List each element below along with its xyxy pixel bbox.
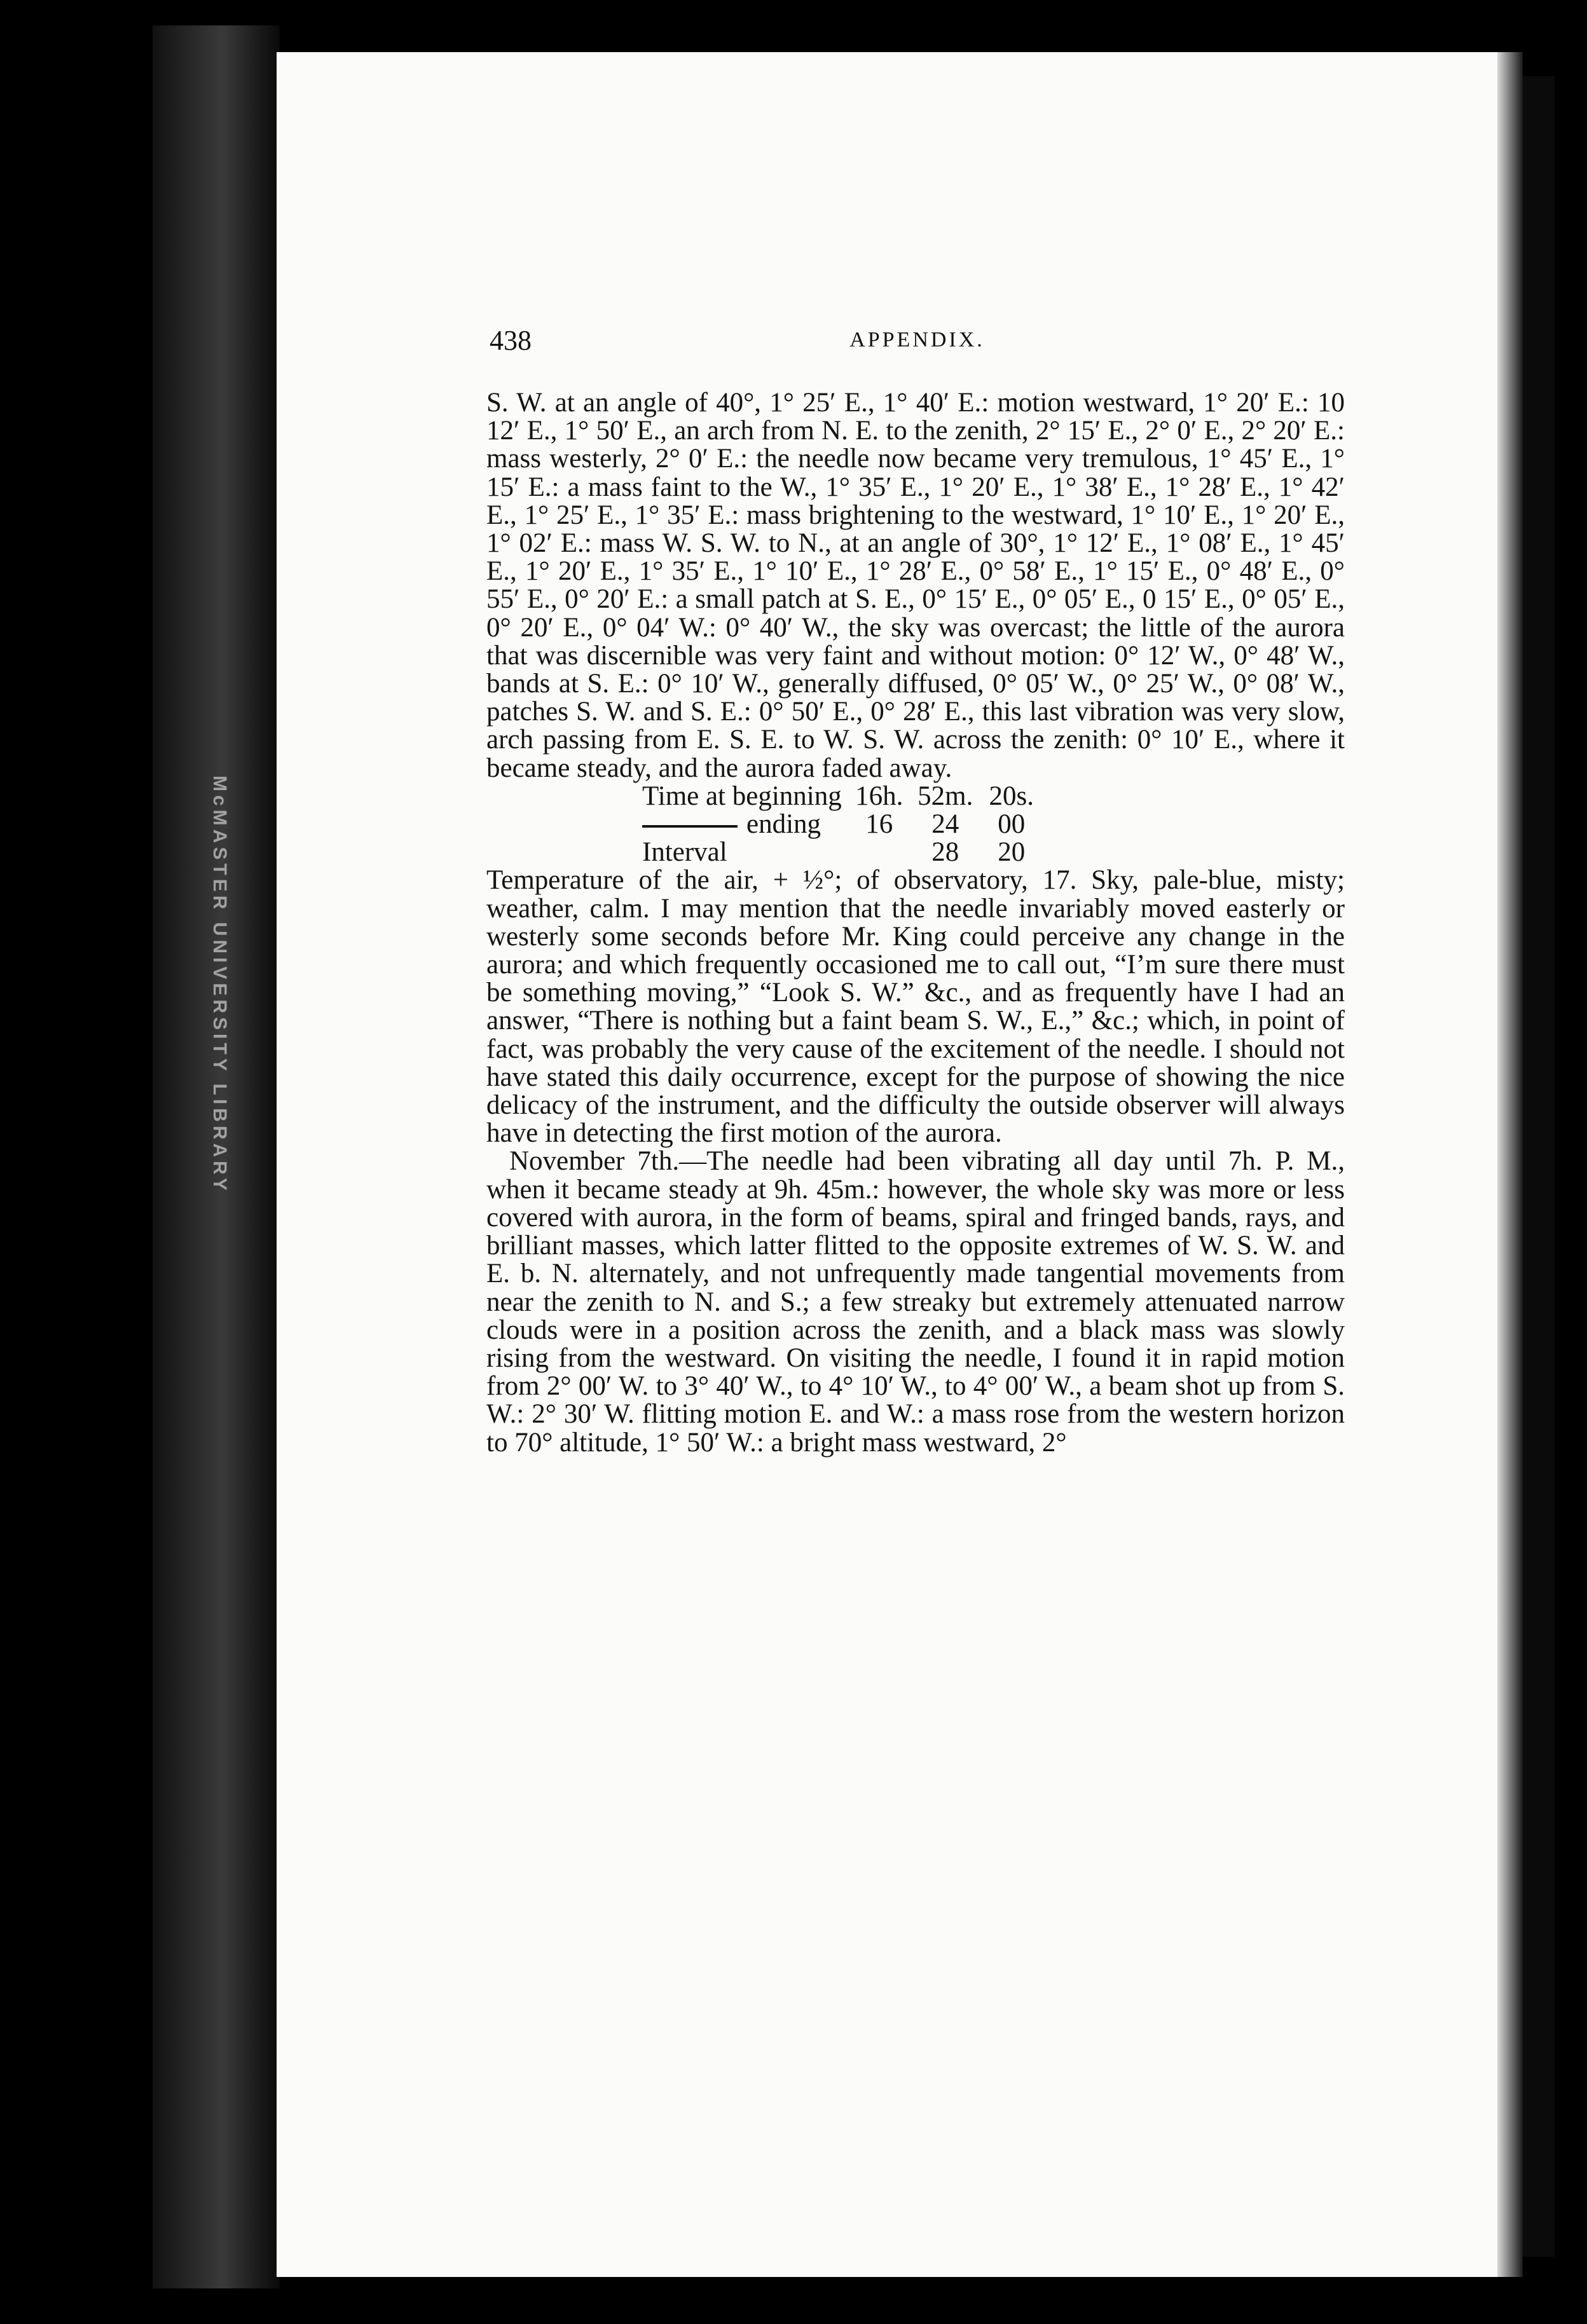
time-interval-table — [642, 783, 1049, 867]
body-text — [486, 389, 1345, 1457]
time-minutes: 28 — [931, 837, 959, 868]
time-label — [642, 810, 851, 838]
time-hours — [851, 838, 917, 866]
time-label: Time at beginning — [642, 781, 842, 811]
table-row — [642, 783, 1049, 810]
paragraph-observations: S. W. at an angle of 40°, 1° 25′ E., 1° 40′ E.: motion westward, 1° 20′ E.: 10 12′ E., 1° 50′ E., an arch from N. E. to the zenith, 2° 15′ E., 2° 0′ E., 2° 20′ E.: mass westerly, 2° 0′ E.: the needle now became very tremulous, 1° 45′ E., 1° 15′ E.: a mass faint to the W., 1° 35′ E., 1° 20′ E., 1° 38′ E., 1° 28′ E., 1° 42′ E., 1° 25′ E., 1° 35′ E.: mass brightening to the westward, 1° 10′ E., 1° 20′ E., 1° 02′ E.: mass W. S. W. to N., at an angle of 30°, 1° 12′ E., 1° 08′ E., 1° 45′ E., 1° 20′ E., 1° 35′ E., 1° 10′ E., 1° 28′ E., 0° 58′ E., 1° 15′ E., 0° 48′ E., 0° 55′ E., 0° 20′ E.: a small patch at S. E., 0° 15′ E., 0° 05′ E., 0 15′ E., 0° 05′ E., 0° 20′ E., 0° 04′ W.: 0° 40′ W., the sky was overcast; the little of the aurora that was discernible was very faint and without motion: 0° 12′ W., 0° 48′ W., bands at S. E.: 0° 10′ W., generally diffused, 0° 05′ W., 0° 25′ W., 0° 08′ W., patches S. W. and S. E.: 0° 50′ E., 0° 28′ E., this last vibration was very slow, arch passing from E. S. E. to W. S. W. across the zenith: 0° 10′ E., where it became steady, and the aurora faded away. — [486, 388, 1345, 783]
facing-page-edge — [1523, 76, 1555, 2257]
table-row — [642, 838, 1049, 866]
paragraph-november-7: November 7th.—The needle had been vibrating all day until 7h. P. M., when it became steady at 9h. 45m.: however, the whole sky was more or less covered with aurora, in the form of beams, spiral and fringed bands, rays, and brilliant masses, which latter flitted to the opposite extremes of W. S. W. and E. b. N. alternately, and not unfrequently made tangential movements from near the zenith to N. and S.; a few streaky but extremely attenuated narrow clouds were in a position across the zenith, and a black mass was slowly rising from the westward. On visiting the needle, I found it in rapid motion from 2° 00′ W. to 3° 40′ W., to 4° 10′ W., to 4° 00′ W., a beam shot up from S. W.: 2° 30′ W. flitting motion E. and W.: a mass rose from the western horizon to 70° altitude, 1° 50′ W.: a bright mass westward, 2° — [486, 1146, 1345, 1458]
page-edge-shadow — [1497, 52, 1523, 2277]
time-label: Interval — [642, 837, 727, 868]
time-seconds: 20s. — [989, 781, 1034, 811]
time-seconds: 20 — [998, 837, 1026, 868]
ditto-rule — [642, 825, 738, 828]
paragraph-temperature: Temperature of the air, + ½°; of observatory, 17. Sky, pale-blue, misty; weather, calm. I may mention that the needle invariably moved easterly or westerly some seconds before Mr. King could perceive any change in the aurora; and which frequently occasioned me to call out, “I’m sure there must be something moving,” “Look S. W.” &c., and as frequently have I had an answer, “There is nothing but a faint beam S. W., E.,” &c.; which, in point of fact, was probably the very cause of the excitement of the needle. I should not have stated this daily occurrence, except for the purpose of showing the nice delicacy of the instrument, and the difficulty the outside observer will always have in detecting the first motion of the aurora. — [486, 865, 1345, 1149]
time-minutes: 52m. — [917, 781, 973, 811]
page-header — [490, 324, 1345, 369]
time-minutes: 24 — [931, 809, 959, 840]
time-hours: 16 — [865, 809, 893, 840]
library-stamp: McMASTER UNIVERSITY LIBRARY — [209, 776, 230, 1194]
table-row — [642, 810, 1049, 838]
page-number: 438 — [490, 325, 532, 356]
time-label-text: ending — [746, 809, 821, 840]
running-head: APPENDIX. — [849, 328, 985, 352]
time-seconds: 00 — [998, 809, 1026, 840]
time-hours: 16h. — [855, 781, 903, 811]
